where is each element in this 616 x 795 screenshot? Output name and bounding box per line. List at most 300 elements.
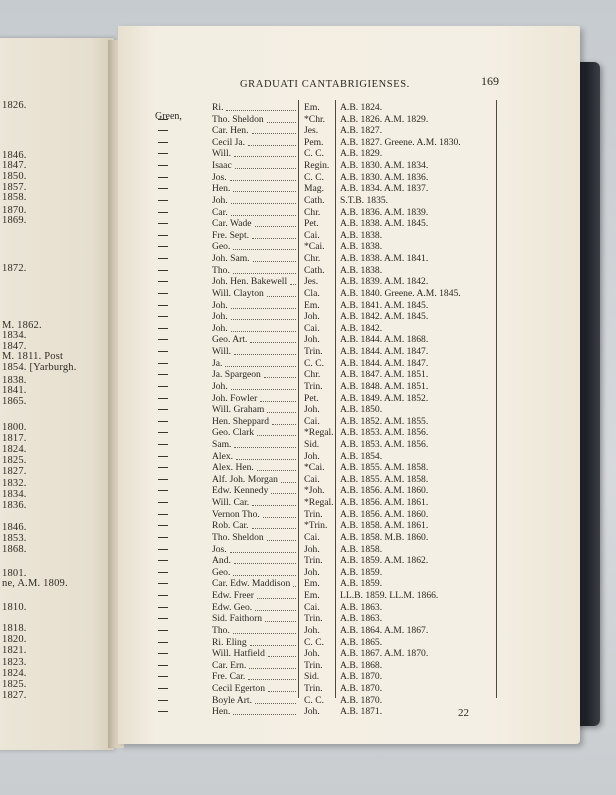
degrees: A.B. 1839. A.M. 1842. bbox=[340, 276, 429, 288]
given-names: Car. Ern. bbox=[212, 659, 247, 671]
leader-dots bbox=[267, 403, 296, 413]
college: *Regal. bbox=[304, 427, 334, 439]
ditto-dash bbox=[158, 258, 168, 259]
degrees: A.B. 1830. A.M. 1834. bbox=[340, 160, 429, 172]
college: Jes. bbox=[304, 125, 319, 137]
leader-dots bbox=[257, 461, 296, 471]
degrees: A.B. 1856. A.M. 1861. bbox=[340, 497, 429, 509]
degrees: A.B. 1826. A.M. 1829. bbox=[340, 113, 429, 125]
ditto-dash bbox=[158, 142, 168, 143]
given-names: Isaac bbox=[212, 160, 232, 172]
left-page-fragment: 1838. bbox=[2, 375, 27, 386]
left-page-fragment: 1826. bbox=[2, 100, 27, 111]
left-page-fragment: 1847. bbox=[2, 341, 27, 352]
leader-dots bbox=[234, 438, 296, 448]
given-names: Jos. bbox=[212, 171, 227, 183]
degrees: A.B. 1834. A.M. 1837. bbox=[340, 183, 429, 195]
degrees: A.B. 1850. bbox=[340, 404, 383, 416]
left-page-fragment: 1801. bbox=[2, 568, 27, 579]
signature-mark: 22 bbox=[458, 707, 469, 719]
given-names: Tho. bbox=[212, 624, 230, 636]
degrees: A.B. 1864. A.M. 1867. bbox=[340, 624, 429, 636]
college: Cai. bbox=[304, 473, 320, 485]
given-names: Ja. bbox=[212, 357, 223, 369]
given-names: Edw. Geo. bbox=[212, 601, 253, 613]
ditto-dash bbox=[158, 479, 168, 480]
college: Cai. bbox=[304, 531, 320, 543]
given-names: Will. Graham bbox=[212, 404, 265, 416]
leader-dots bbox=[233, 566, 296, 576]
ditto-dash bbox=[158, 618, 168, 619]
ditto-dash bbox=[158, 339, 168, 340]
left-page-fragment: 1834. bbox=[2, 330, 27, 341]
college: *Cai. bbox=[304, 462, 325, 474]
degrees: A.B. 1848. A.M. 1851. bbox=[340, 380, 429, 392]
college: C. C. bbox=[304, 636, 324, 648]
given-names: Will. Hatfield bbox=[212, 648, 265, 660]
given-names: Ri. Eling bbox=[212, 636, 247, 648]
ditto-dash bbox=[158, 421, 168, 422]
leader-dots bbox=[250, 636, 296, 646]
ditto-dash bbox=[158, 653, 168, 654]
degrees: A.B. 1836. A.M. 1839. bbox=[340, 206, 429, 218]
leader-dots bbox=[272, 415, 296, 425]
degrees: A.B. 1870. bbox=[340, 671, 383, 683]
given-names: Joh. bbox=[212, 299, 228, 311]
college: *Joh. bbox=[304, 485, 325, 497]
ditto-dash bbox=[158, 583, 168, 584]
ditto-dash bbox=[158, 456, 168, 457]
degrees: A.B. 1853. A.M. 1856. bbox=[340, 438, 429, 450]
leader-dots bbox=[267, 287, 296, 297]
college: Joh. bbox=[304, 624, 320, 636]
given-names: Joh. Fowler bbox=[212, 392, 258, 404]
ditto-dash bbox=[158, 305, 168, 306]
degrees: LL.B. 1859. LL.M. 1866. bbox=[340, 590, 439, 602]
college: Em. bbox=[304, 102, 320, 113]
ditto-dash bbox=[158, 549, 168, 550]
college: Cai. bbox=[304, 415, 320, 427]
college: Chr. bbox=[304, 369, 321, 381]
ditto-dash bbox=[158, 223, 168, 224]
college: Trin. bbox=[304, 683, 323, 694]
given-names: Hen. Sheppard bbox=[212, 415, 270, 427]
leader-dots bbox=[290, 275, 296, 285]
degrees: A.B. 1855. A.M. 1858. bbox=[340, 473, 429, 485]
given-names: Tho. bbox=[212, 264, 230, 276]
college: *Trin. bbox=[304, 520, 328, 532]
leader-dots bbox=[233, 624, 296, 634]
left-page-fragment: 1834. bbox=[2, 489, 27, 500]
degrees: A.B. 1852. A.M. 1855. bbox=[340, 415, 429, 427]
leader-dots bbox=[249, 659, 296, 669]
left-page-fragment: 1820. bbox=[2, 634, 27, 645]
ditto-dash bbox=[158, 270, 168, 271]
ditto-dash bbox=[158, 351, 168, 352]
college: Em. bbox=[304, 578, 320, 590]
left-page-fragment: 1854. [Yarburgh. bbox=[2, 362, 77, 373]
degrees: A.B. 1856. A.M. 1860. bbox=[340, 485, 429, 497]
given-names: Joh. Sam. bbox=[212, 253, 250, 265]
leader-dots bbox=[234, 345, 296, 355]
leader-dots bbox=[252, 229, 296, 239]
leader-dots bbox=[234, 554, 296, 564]
degrees: A.B. 1844. A.M. 1868. bbox=[340, 334, 429, 346]
college: Cai. bbox=[304, 322, 320, 334]
ditto-dash bbox=[158, 153, 168, 154]
leader-dots bbox=[281, 473, 296, 483]
college: Cath. bbox=[304, 194, 325, 206]
college: Joh. bbox=[304, 543, 320, 555]
degrees: A.B. 1844. A.M. 1847. bbox=[340, 346, 429, 358]
college: Joh. bbox=[304, 648, 320, 660]
left-page-fragment: 1824. bbox=[2, 444, 27, 455]
left-page-fragment: 1825. bbox=[2, 679, 27, 690]
given-names: Joh. bbox=[212, 311, 228, 323]
leader-dots bbox=[257, 426, 296, 436]
given-names: Boyle Art. bbox=[212, 694, 252, 706]
left-page-fragment: 1853. bbox=[2, 533, 27, 544]
leader-dots bbox=[252, 519, 296, 529]
leader-dots bbox=[267, 113, 296, 123]
college: Jes. bbox=[304, 276, 319, 288]
college: Cai. bbox=[304, 229, 320, 241]
given-names: Jos. bbox=[212, 543, 227, 555]
college: Chr. bbox=[304, 206, 321, 218]
leader-dots bbox=[253, 252, 296, 262]
leader-dots bbox=[231, 310, 296, 320]
given-names: Cecil Ja. bbox=[212, 136, 246, 148]
ditto-dash bbox=[158, 200, 168, 201]
given-names: Sid. Faithorn bbox=[212, 613, 263, 625]
ditto-dash bbox=[158, 432, 168, 433]
left-page-fragment: 1846. bbox=[2, 150, 27, 161]
college: C. C. bbox=[304, 148, 324, 160]
degrees: A.B. 1854. bbox=[340, 450, 383, 462]
left-page-fragment: 1827. bbox=[2, 466, 27, 477]
given-names: Edw. Freer bbox=[212, 590, 255, 602]
leader-dots bbox=[230, 171, 296, 181]
left-page-fragment: 1817. bbox=[2, 433, 27, 444]
college: Chr. bbox=[304, 253, 321, 265]
degrees: A.B. 1853. A.M. 1856. bbox=[340, 427, 429, 439]
degrees: A.B. 1871. bbox=[340, 706, 383, 718]
college: Joh. bbox=[304, 311, 320, 323]
left-page-fragment: 1825. bbox=[2, 455, 27, 466]
left-page-fragment: ne, A.M. 1809. bbox=[2, 578, 68, 589]
college: Em. bbox=[304, 299, 320, 311]
given-names: Tho. Sheldon bbox=[212, 531, 264, 543]
left-page-fragment: 1841. bbox=[2, 385, 27, 396]
ditto-dash bbox=[158, 665, 168, 666]
ditto-dash bbox=[158, 409, 168, 410]
leader-dots bbox=[255, 601, 296, 611]
leader-dots bbox=[255, 694, 296, 704]
degrees: A.B. 1870. bbox=[340, 694, 383, 706]
leader-dots bbox=[231, 194, 296, 204]
leader-dots bbox=[250, 333, 296, 343]
given-names: Alex. bbox=[212, 450, 234, 462]
left-page-fragment: 1818. bbox=[2, 623, 27, 634]
ditto-dash bbox=[158, 177, 168, 178]
ditto-dash bbox=[158, 676, 168, 677]
given-names: Car. Hen. bbox=[212, 125, 249, 137]
degrees: A.B. 1858. A.M. 1861. bbox=[340, 520, 429, 532]
surname-heading: Green, bbox=[155, 111, 182, 122]
page-number: 169 bbox=[481, 74, 499, 88]
given-names: And. bbox=[212, 555, 231, 567]
degrees: A.B. 1841. A.M. 1845. bbox=[340, 299, 429, 311]
left-page-fragment: 1865. bbox=[2, 396, 27, 407]
ditto-dash bbox=[158, 212, 168, 213]
given-names: Alf. Joh. Morgan bbox=[212, 473, 278, 485]
degrees: A.B. 1859. A.M. 1862. bbox=[340, 555, 429, 567]
degrees: A.B. 1830. A.M. 1836. bbox=[340, 171, 429, 183]
degrees: A.B. 1865. bbox=[340, 636, 383, 648]
college: C. C. bbox=[304, 171, 324, 183]
college: Cai. bbox=[304, 601, 320, 613]
ditto-dash bbox=[158, 281, 168, 282]
ditto-dash bbox=[158, 235, 168, 236]
left-page-fragment: 1850. bbox=[2, 171, 27, 182]
given-names: Car. bbox=[212, 206, 228, 218]
leader-dots bbox=[257, 589, 296, 599]
leader-dots bbox=[231, 206, 296, 216]
degrees: A.B. 1868. bbox=[340, 659, 383, 671]
degrees: A.B. 1855. A.M. 1858. bbox=[340, 462, 429, 474]
given-names: Joh. bbox=[212, 194, 228, 206]
ditto-dash bbox=[158, 642, 168, 643]
ditto-dash bbox=[158, 246, 168, 247]
left-page-fragment: M. 1862. bbox=[2, 320, 42, 331]
leader-dots bbox=[252, 124, 296, 134]
leader-dots bbox=[230, 543, 296, 553]
leader-dots bbox=[252, 496, 296, 506]
ditto-dash bbox=[158, 560, 168, 561]
leader-dots bbox=[231, 299, 296, 309]
given-names: Joh. bbox=[212, 322, 228, 334]
leader-dots bbox=[233, 182, 296, 192]
degrees: S.T.B. 1835. bbox=[340, 194, 389, 206]
degrees: A.B. 1838. A.M. 1845. bbox=[340, 218, 429, 230]
left-page-fragment: 1836. bbox=[2, 500, 27, 511]
ditto-dash bbox=[158, 328, 168, 329]
ditto-dash bbox=[158, 502, 168, 503]
left-page-fragment: 1824. bbox=[2, 668, 27, 679]
ditto-dash bbox=[158, 595, 168, 596]
ditto-dash bbox=[158, 572, 168, 573]
ditto-dash bbox=[158, 119, 168, 120]
degrees: A.B. 1838. A.M. 1841. bbox=[340, 253, 429, 265]
ditto-dash bbox=[158, 490, 168, 491]
given-names: Tho. Sheldon bbox=[212, 113, 264, 125]
college: Joh. bbox=[304, 404, 320, 416]
given-names: Cecil Egerton bbox=[212, 683, 266, 694]
left-page-fragment: 1827. bbox=[2, 690, 27, 701]
given-names: Will. bbox=[212, 148, 232, 160]
leader-dots bbox=[264, 368, 296, 378]
left-page-fragment: 1846. bbox=[2, 522, 27, 533]
degrees: A.B. 1847. A.M. 1851. bbox=[340, 369, 429, 381]
ditto-dash bbox=[158, 607, 168, 608]
ditto-dash bbox=[158, 293, 168, 294]
degrees: A.B. 1844. A.M. 1847. bbox=[340, 357, 429, 369]
leader-dots bbox=[233, 264, 296, 274]
given-names: Fre. Car. bbox=[212, 671, 246, 683]
leader-dots bbox=[263, 508, 296, 518]
leader-dots bbox=[236, 450, 296, 460]
degrees: A.B. 1824. bbox=[340, 102, 383, 113]
college: Pem. bbox=[304, 136, 324, 148]
degrees: A.B. 1838. bbox=[340, 241, 383, 253]
given-names: Joh. bbox=[212, 380, 228, 392]
given-names: Hen. bbox=[212, 183, 231, 195]
college: Cath. bbox=[304, 264, 325, 276]
degrees: A.B. 1840. Greene. A.M. 1845. bbox=[340, 287, 461, 299]
given-names: Hen. bbox=[212, 706, 231, 718]
leader-dots bbox=[248, 136, 296, 146]
ditto-dash bbox=[158, 130, 168, 131]
given-names: Ri. bbox=[212, 102, 224, 113]
leader-dots bbox=[293, 577, 296, 587]
college: Trin. bbox=[304, 508, 323, 520]
ditto-dash bbox=[158, 188, 168, 189]
leader-dots bbox=[225, 357, 296, 367]
leader-dots bbox=[235, 159, 296, 169]
left-page-fragment: 1869. bbox=[2, 215, 27, 226]
given-names: Alex. Hen. bbox=[212, 462, 254, 474]
left-page-fragment: 1857. bbox=[2, 182, 27, 193]
college: Mag. bbox=[304, 183, 324, 195]
degrees: A.B. 1842. bbox=[340, 322, 383, 334]
degrees: A.B. 1858. bbox=[340, 543, 383, 555]
degrees: A.B. 1859. bbox=[340, 578, 383, 590]
college: Trin. bbox=[304, 659, 323, 671]
ditto-dash bbox=[158, 537, 168, 538]
college: Pet. bbox=[304, 218, 319, 230]
college: Trin. bbox=[304, 346, 323, 358]
leader-dots bbox=[248, 670, 296, 680]
given-names: Car. Edw. Maddison bbox=[212, 578, 291, 590]
degrees: A.B. 1858. M.B. 1860. bbox=[340, 531, 429, 543]
college: *Regal. bbox=[304, 497, 334, 509]
given-names: Edw. Kennedy bbox=[212, 485, 269, 497]
degrees: A.B. 1870. bbox=[340, 683, 383, 694]
left-page-fragment: 1872. bbox=[2, 263, 27, 274]
college: Trin. bbox=[304, 380, 323, 392]
leader-dots bbox=[233, 705, 296, 715]
leader-dots bbox=[233, 240, 296, 250]
given-names: Geo. Art. bbox=[212, 334, 248, 346]
given-names: Will. bbox=[212, 346, 232, 358]
left-page-fragment: 1870. bbox=[2, 205, 27, 216]
given-names: Ja. Spargeon bbox=[212, 369, 261, 381]
left-page-fragment: 1823. bbox=[2, 657, 27, 668]
leader-dots bbox=[231, 322, 296, 332]
degrees: A.B. 1827. Greene. A.M. 1830. bbox=[340, 136, 461, 148]
leader-dots bbox=[234, 147, 296, 157]
leader-dots bbox=[226, 101, 296, 111]
degrees: A.B. 1838. bbox=[340, 264, 383, 276]
ditto-dash bbox=[158, 525, 168, 526]
given-names: Rob. Car. bbox=[212, 520, 249, 532]
ditto-dash bbox=[158, 514, 168, 515]
degrees: A.B. 1849. A.M. 1852. bbox=[340, 392, 429, 404]
ditto-dash bbox=[158, 444, 168, 445]
ditto-dash bbox=[158, 386, 168, 387]
left-page bbox=[0, 38, 114, 750]
given-names: Will. Clayton bbox=[212, 287, 264, 299]
given-names: Will. Car. bbox=[212, 497, 250, 509]
left-page-fragment: M. 1811. Post bbox=[2, 351, 64, 362]
register-row bbox=[150, 705, 570, 718]
leader-dots bbox=[260, 392, 296, 402]
college: Regin. bbox=[304, 160, 330, 172]
ditto-dash bbox=[158, 711, 168, 712]
college: Joh. bbox=[304, 706, 320, 718]
ditto-dash bbox=[158, 630, 168, 631]
degrees: A.B. 1867. A.M. 1870. bbox=[340, 648, 429, 660]
ditto-dash bbox=[158, 363, 168, 364]
given-names: Vernon Tho. bbox=[212, 508, 260, 520]
given-names: Geo. bbox=[212, 241, 231, 253]
college: Trin. bbox=[304, 613, 323, 625]
degrees: A.B. 1859. bbox=[340, 566, 383, 578]
running-title: GRADUATI CANTABRIGIENSES. bbox=[240, 79, 410, 90]
degrees: A.B. 1829. bbox=[340, 148, 383, 160]
leader-dots bbox=[268, 682, 296, 692]
given-names: Fre. Sept. bbox=[212, 229, 250, 241]
leader-dots bbox=[267, 531, 296, 541]
college: *Chr. bbox=[304, 113, 326, 125]
college: C. C. bbox=[304, 694, 324, 706]
college: Sid. bbox=[304, 671, 320, 683]
leader-dots bbox=[268, 647, 296, 657]
ditto-dash bbox=[158, 688, 168, 689]
left-page-fragment: 1810. bbox=[2, 602, 27, 613]
college: Joh. bbox=[304, 334, 320, 346]
given-names: Sam. bbox=[212, 438, 232, 450]
degrees: A.B. 1863. bbox=[340, 613, 383, 625]
leader-dots bbox=[271, 484, 296, 494]
ditto-dash bbox=[158, 374, 168, 375]
left-page-fragment: 1821. bbox=[2, 645, 27, 656]
left-page-fragment: 1847. bbox=[2, 160, 27, 171]
ditto-dash bbox=[158, 316, 168, 317]
left-page-fragment: 1858. bbox=[2, 192, 27, 203]
college: Cla. bbox=[304, 287, 320, 299]
college: *Cai. bbox=[304, 241, 325, 253]
college: Em. bbox=[304, 590, 320, 602]
left-page-fragment: 1832. bbox=[2, 478, 27, 489]
college: Pet. bbox=[304, 392, 319, 404]
leader-dots bbox=[231, 380, 296, 390]
degrees: A.B. 1827. bbox=[340, 125, 383, 137]
degrees: A.B. 1838. bbox=[340, 229, 383, 241]
given-names: Geo. bbox=[212, 566, 231, 578]
degrees: A.B. 1856. A.M. 1860. bbox=[340, 508, 429, 520]
ditto-dash bbox=[158, 467, 168, 468]
given-names: Joh. Hen. Bakewell bbox=[212, 276, 288, 288]
college: Trin. bbox=[304, 555, 323, 567]
ditto-dash bbox=[158, 398, 168, 399]
college: C. C. bbox=[304, 357, 324, 369]
left-page-fragment: 1800. bbox=[2, 422, 27, 433]
ditto-dash bbox=[158, 700, 168, 701]
college: Sid. bbox=[304, 438, 320, 450]
leader-dots bbox=[255, 217, 296, 227]
ditto-dash bbox=[158, 165, 168, 166]
